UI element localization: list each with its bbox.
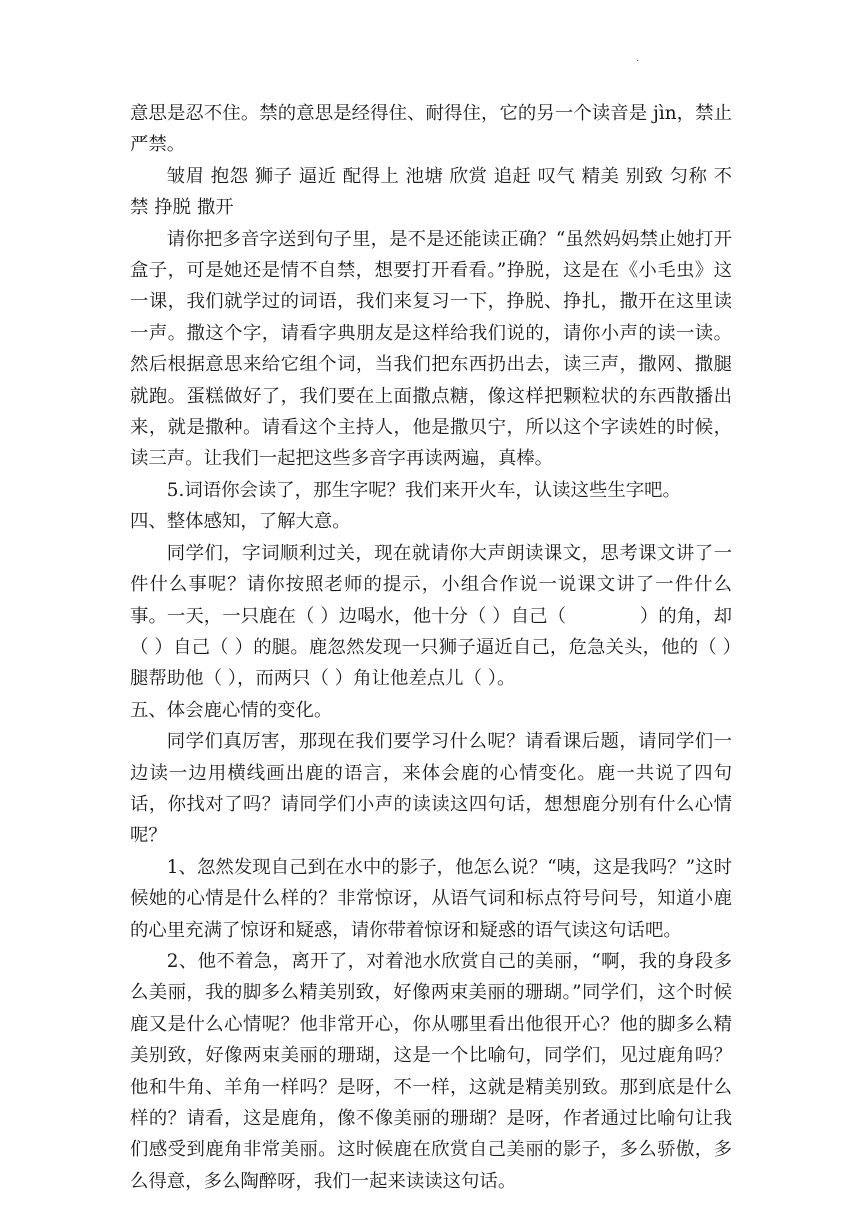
document-body bbox=[130, 98, 732, 1197]
paragraph: 1、忽然发现自己到在水中的影子，他怎么说？“咦，这是我吗？”这时候她的心情是什么样的？非常惊讶，从语气词和标点符号问号，知道小鹿的心里充满了惊讶和疑惑，请你带着惊讶和疑惑的语气读这句话吧。 bbox=[130, 856, 732, 941]
paragraph: 意思是忍不住。禁的意思是经得住、耐得住，它的另一个读音是 jìn，禁止严禁。 bbox=[130, 103, 732, 156]
section-heading: 五、体会鹿心情的变化。 bbox=[130, 699, 333, 721]
section-heading: 四、整体感知，了解大意。 bbox=[130, 511, 351, 533]
paragraph: 5.词语你会读了，那生字呢？我们来开火车，认读这些生字吧。 bbox=[166, 479, 681, 501]
paragraph: 请你把多音字送到句子里，是不是还能读正确？“虽然妈妈禁止她打开盒子，可是她还是情不自禁，想要打开看看。”挣脱，这是在《小毛虫》这一课，我们就学过的词语，我们来复习一下，挣脱、挣扎，撒开在这里读一声。撒这个字，请看字典朋友是这样给我们说的，请你小声的读一读。然后根据意思来给它组个词，当我们把东西扔出去，读三声，撒网、撒腿就跑。蛋糕做好了，我们要在上面撒点糖，像这样把颗粒状的东西散播出来，就是撒种。请看这个主持人，他是撒贝宁，所以这个字读姓的时候，读三声。让我们一起把这些多音字再读两遍，真棒。 bbox=[130, 228, 732, 470]
paragraph: 同学们，字词顺利过关，现在就请你大声朗读课文，思考课文讲了一件什么事呢？请你按照老师的提示，小组合作说一说课文讲了一件什么事。一天，一只鹿在（ ）边喝水，他十分（ ）自己（ ）的角，却（ ）自己（ ）的腿。鹿忽然发现一只狮子逼近自己，危急关头，他的（ ）腿帮助他（ ），而两只（ ）角让他差点儿（ ）。 bbox=[130, 542, 732, 690]
paragraph-vocabulary-list: 皱眉 抱怨 狮子 逼近 配得上 池塘 欣赏 追赶 叹气 精美 别致 匀称 不禁 挣脱 撒开 bbox=[130, 165, 732, 219]
paragraph: 同学们真厉害，那现在我们要学习什么呢？请看课后题，请同学们一边读一边用横线画出鹿的语言，来体会鹿的心情变化。鹿一共说了四句话，你找对了吗？请同学们小声的读读这四句话，想想鹿分别有什么心情呢？ bbox=[130, 731, 732, 847]
paragraph: 2、他不着急，离开了，对着池水欣赏自己的美丽，“啊，我的身段多么美丽，我的脚多么精美别致，好像两束美丽的珊瑚。”同学们，这个时候鹿又是什么心情呢？他非常开心，你从哪里看出他很开心？他的脚多么精美别致，好像两束美丽的珊瑚，这是一个比喻句，同学们，见过鹿角吗？他和牛角、羊角一样吗？是呀，不一样，这就是精美别致。那到底是什么样的？请看，这是鹿角，像不像美丽的珊瑚？是呀，作者通过比喻句让我们感受到鹿角非常美丽。这时候鹿在欣赏自己美丽的影子，多么骄傲，多么得意，多么陶醉呀，我们一起来读读这句话。 bbox=[130, 950, 732, 1192]
page-corner-mark: · bbox=[636, 56, 640, 67]
